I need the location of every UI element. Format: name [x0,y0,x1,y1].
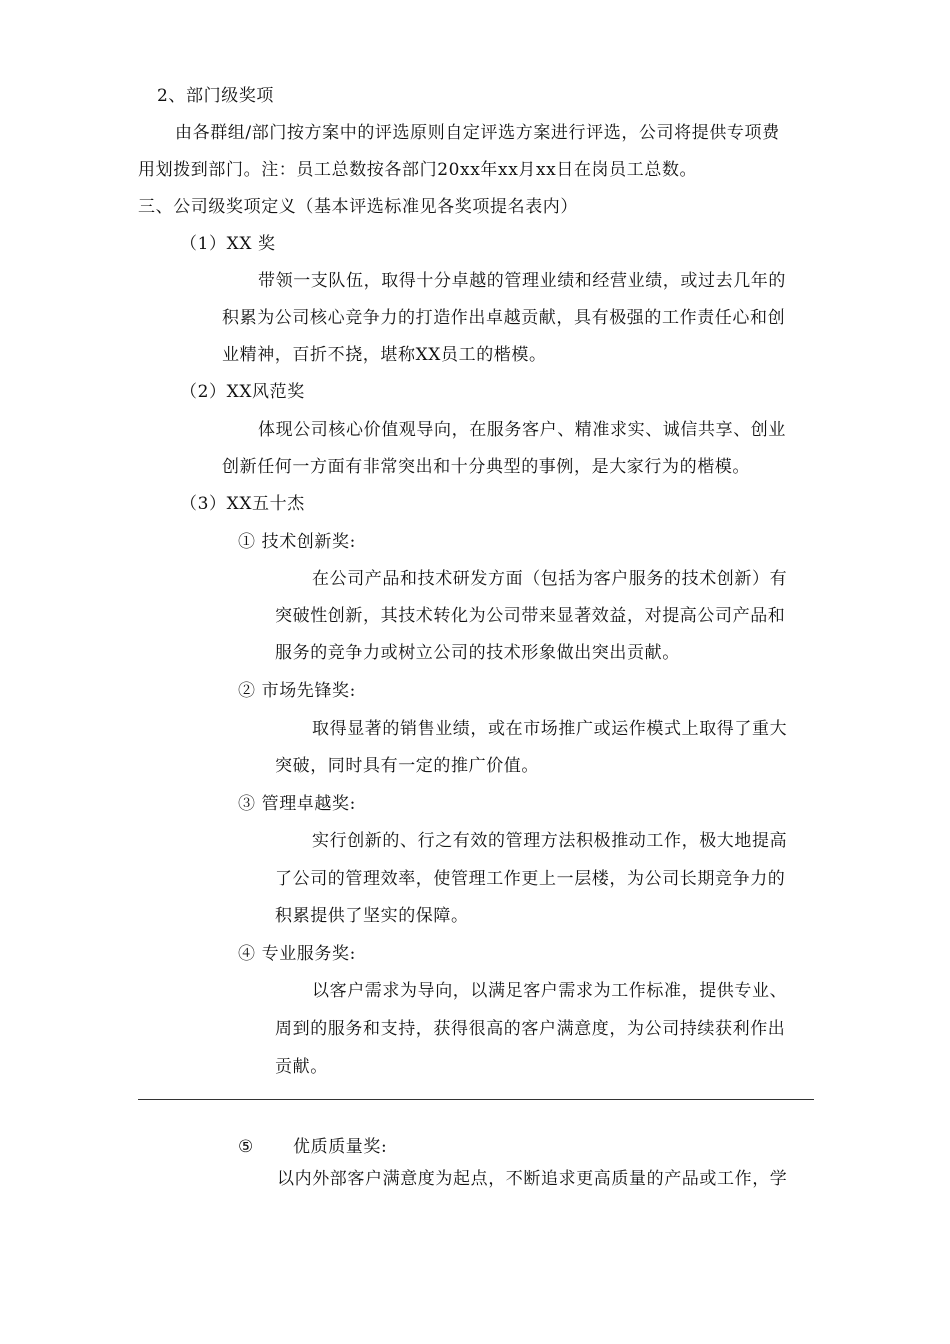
award-1-line: 积累为公司核心竞争力的打造作出卓越贡献，具有极强的工作责任心和创 [222,308,786,328]
sub-award-4-line: 以客户需求为导向，以满足客户需求为工作标准，提供专业、 [312,981,788,1001]
sub-award-3-line: 了公司的管理效率，使管理工作更上一层楼，为公司长期竞争力的 [275,869,786,889]
award-2-line: 创新任何一方面有非常突出和十分典型的事例，是大家行为的楷模。 [222,457,750,477]
sub-award-1-title: ① 技术创新奖: [238,532,356,552]
sub-award-3-title: ③ 管理卓越奖: [238,794,356,814]
award-1-title: （1）XX 奖 [180,234,276,254]
sub-award-3-line: 实行创新的、行之有效的管理方法积极推动工作，极大地提高 [312,831,788,851]
sub-award-5-title: 优质质量奖: [293,1137,388,1157]
sub-award-5-number: ⑤ [238,1137,254,1157]
sub-award-5-line: 以内外部客户满意度为起点，不断追求更高质量的产品或工作，学 [277,1169,788,1189]
sub-award-3-line: 积累提供了坚实的保障。 [275,906,469,926]
sub-award-4-line: 周到的服务和支持，获得很高的客户满意度，为公司持续获利作出 [275,1019,786,1039]
page-break-divider [138,1099,814,1100]
award-1-line: 带领一支队伍，取得十分卓越的管理业绩和经营业绩，或过去几年的 [258,271,786,291]
section-2-heading: 2、部门级奖项 [157,86,275,106]
award-2-line: 体现公司核心价值观导向，在服务客户、精准求实、诚信共享、创业 [258,420,786,440]
section-3-heading: 三、公司级奖项定义（基本评选标准见各奖项提名表内） [138,197,578,217]
sub-award-4-line: 贡献。 [275,1057,328,1077]
sub-award-1-line: 在公司产品和技术研发方面（包括为客户服务的技术创新）有 [312,569,788,589]
sub-award-2-title: ② 市场先锋奖: [238,681,356,701]
sub-award-1-line: 突破性创新，其技术转化为公司带来显著效益，对提高公司产品和 [275,606,786,626]
award-3-title: （3）XX五十杰 [180,494,305,514]
sub-award-1-line: 服务的竞争力或树立公司的技术形象做出突出贡献。 [275,643,680,663]
section-2-paragraph-line: 用划拨到部门。注：员工总数按各部门20xx年xx月xx日在岗员工总数。 [138,160,698,180]
sub-award-2-line: 突破，同时具有一定的推广价值。 [275,756,539,776]
sub-award-2-line: 取得显著的销售业绩，或在市场推广或运作模式上取得了重大 [312,719,788,739]
award-1-line: 业精神，百折不挠，堪称XX员工的楷模。 [222,345,547,365]
award-2-title: （2）XX风范奖 [180,382,305,402]
section-2-paragraph-line: 由各群组/部门按方案中的评选原则自定评选方案进行评选，公司将提供专项费 [175,123,780,143]
sub-award-4-title: ④ 专业服务奖: [238,944,356,964]
